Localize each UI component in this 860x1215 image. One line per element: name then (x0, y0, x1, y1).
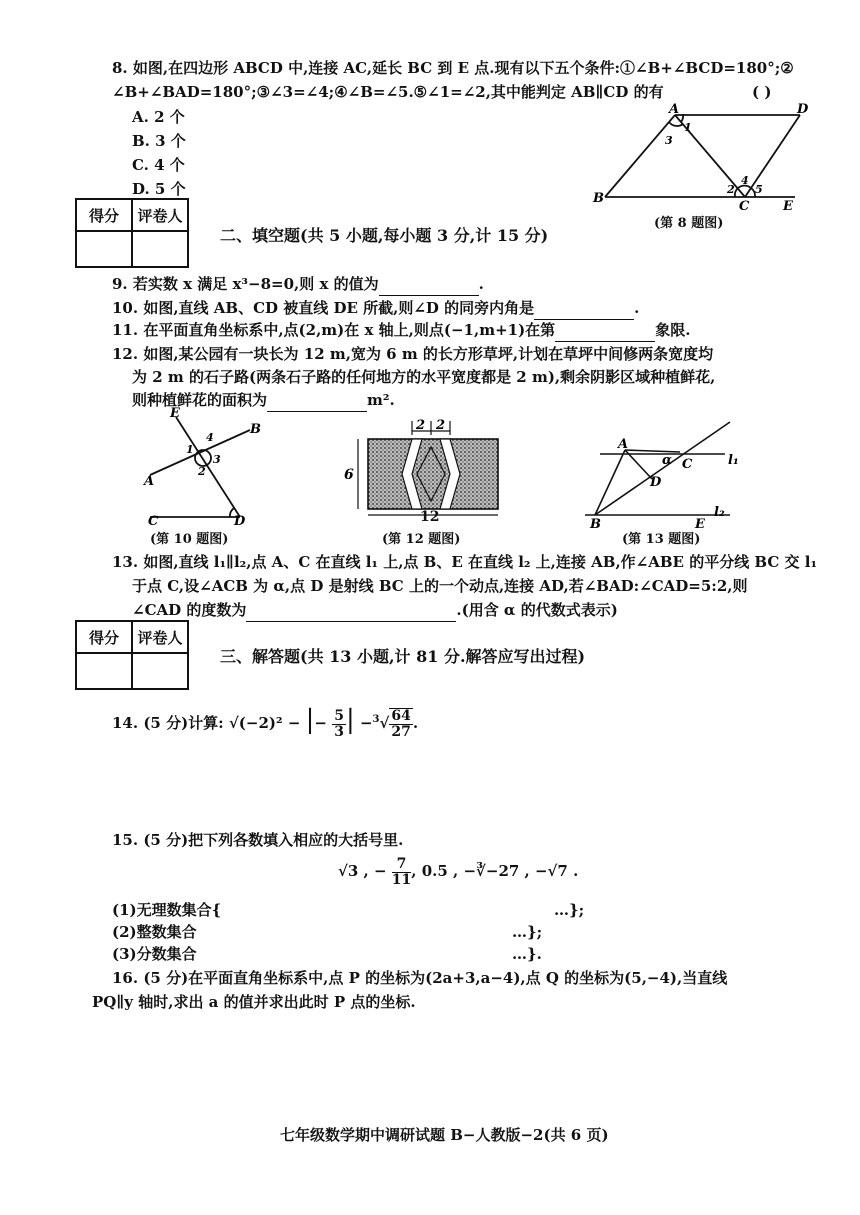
q16-line1: 16. (5 分)在平面直角坐标系中,点 P 的坐标为(2a+3,a−4),点 Q 的坐标为(5,−4),当直线 (112, 969, 728, 987)
q14-neg: − (314, 714, 327, 732)
section2-title: 二、填空题(共 5 小题,每小题 3 分,计 15 分) (220, 226, 549, 245)
q14-abs-close: | (345, 705, 355, 735)
fig13-alpha: α (662, 453, 673, 468)
page-footer: 七年级数学期中调研试题 B−人教版−2(共 6 页) (280, 1126, 609, 1144)
fig10-angle-1: 1 (186, 443, 194, 456)
fig10-label-b: B (250, 422, 261, 437)
fig8-label-a: A (669, 102, 680, 117)
q14-minus-1: − (287, 714, 301, 732)
q15-frac-num: 7 (392, 857, 411, 873)
fig10-angle-3: 3 (213, 453, 221, 466)
score-table-section3 (75, 620, 189, 690)
q11-prompt: 11. 在平面直角坐标系中,点(2,m)在 x 轴上,则点(−1,m+1)在第 (112, 321, 556, 339)
q15-set2-label: (2)整数集合 (112, 923, 197, 941)
score-header: 得分 (76, 199, 132, 231)
q8-line1: 8. 如图,在四边形 ABCD 中,连接 AC,延长 BC 到 E 点.现有以下五个条件:①∠B+∠BCD=180°;② (112, 59, 794, 77)
fig13-label-c: C (682, 457, 693, 472)
q15-numbers-pre: √3 , − (338, 862, 387, 880)
fig8-caption: (第 8 题图) (654, 216, 724, 231)
q12-prompt: 则种植鲜花的面积为 (132, 391, 268, 409)
q15-set3-label: (3)分数集合 (112, 945, 197, 963)
q13-line2: 于点 C,设∠ACB 为 α,点 D 是射线 BC 上的一个动点,连接 AD,若∠BAD:∠CAD=5:2,则 (132, 577, 748, 595)
q8-option-b: B. 3 个 (132, 132, 186, 150)
fig13-label-e: E (695, 517, 705, 532)
fig12-height: 6 (344, 467, 354, 483)
q14-frac2-num: 64 (391, 708, 411, 724)
score-cell[interactable] (76, 231, 132, 267)
q12-line2: 为 2 m 的石子路(两条石子路的任何地方的水平宽度都是 2 m),剩余阴影区域种植鲜花, (132, 368, 716, 386)
q11-end: 象限. (655, 321, 691, 339)
q15-set2-end: …}; (512, 923, 543, 941)
q12-unit: m². (367, 391, 395, 409)
q11-text (112, 318, 690, 342)
q14-root-index: 3 (372, 714, 380, 725)
fig10-label-e: E (170, 406, 180, 421)
q14-minus-2: − (359, 714, 373, 732)
fig13-l1: l₁ (728, 453, 739, 468)
grader-header: 评卷人 (132, 199, 188, 231)
fig8-label-e: E (783, 199, 793, 214)
fig8-label-c: C (739, 199, 750, 214)
fig13-label-d: D (650, 475, 662, 490)
q10-text (112, 296, 639, 320)
q14-text (112, 702, 418, 741)
q12-line1: 12. 如图,某公园有一块长为 12 m,宽为 6 m 的长方形草坪,计划在草坪中间修两条宽度均 (112, 345, 714, 363)
fig10-angle-2: 2 (198, 465, 206, 478)
q15-set3-end: …}. (512, 945, 542, 963)
fig12-caption: (第 12 题图) (382, 532, 461, 547)
q13-answer-blank[interactable] (246, 621, 456, 622)
figure-q10 (140, 405, 261, 529)
score-cell[interactable] (76, 653, 132, 689)
q13-line1: 13. 如图,直线 l₁∥l₂,点 A、C 在直线 l₁ 上,点 B、E 在直线 l₂ 上,连接 AB,作∠ABE 的平分线 BC 交 l₁ (112, 553, 818, 571)
fig13-label-a: A (618, 437, 629, 452)
q15-fraction (392, 857, 411, 888)
score-table-section2 (75, 198, 189, 268)
q14-end: . (412, 714, 419, 732)
q15-set1-label: (1)无理数集合{ (112, 901, 222, 919)
fig12-width-right: 2 (436, 418, 446, 433)
figure-q13 (580, 420, 750, 530)
q9-text (112, 272, 484, 296)
q8-option-a: A. 2 个 (132, 108, 185, 126)
fig8-angle-5: 5 (755, 183, 763, 196)
q13-note: .(用含 α 的代数式表示) (456, 601, 618, 619)
q14-frac2-den: 27 (391, 724, 411, 740)
q14-fraction (332, 709, 346, 740)
q16-line2: PQ∥y 轴时,求出 a 的值并求出此时 P 点的坐标. (92, 993, 416, 1011)
fig8-angle-1: 1 (684, 121, 692, 134)
q15-set1-end: …}; (554, 901, 585, 919)
fig8-angle-4: 4 (741, 174, 749, 187)
q14-frac-num: 5 (334, 707, 344, 724)
fig12-length: 12 (420, 509, 440, 525)
fig10-label-d: D (234, 514, 246, 529)
q14-sqrt-term: √(−2)² (228, 714, 283, 732)
section3-title: 三、解答题(共 13 小题,计 81 分.解答应写出过程) (220, 647, 586, 666)
grader-cell[interactable] (132, 231, 188, 267)
q14-prompt: 14. (5 分)计算: (112, 714, 224, 732)
q14-cube-root-fraction (389, 708, 412, 740)
q10-prompt: 10. 如图,直线 AB、CD 被直线 DE 所截,则∠D 的同旁内角是 (112, 299, 535, 317)
q14-frac-den: 3 (334, 723, 344, 740)
fig12-width-left: 2 (416, 418, 426, 433)
fig8-angle-2: 2 (727, 183, 735, 196)
fig10-caption: (第 10 题图) (150, 532, 229, 547)
q8-answer-paren: ( ) (752, 83, 772, 101)
score-header: 得分 (76, 621, 132, 653)
q15-line1: 15. (5 分)把下列各数填入相应的大括号里. (112, 831, 404, 849)
grader-cell[interactable] (132, 653, 188, 689)
fig8-angle-3: 3 (665, 134, 673, 147)
fig10-label-a: A (144, 474, 155, 489)
q14-radical-icon: √ (379, 714, 390, 732)
q8-line2: ∠B+∠BAD=180°;③∠3=∠4;④∠B=∠5.⑤∠1=∠2,其中能判定 AB∥CD 的有 (112, 83, 664, 101)
q8-option-d: D. 5 个 (132, 180, 186, 198)
fig13-caption: (第 13 题图) (622, 532, 701, 547)
fig8-label-b: B (593, 191, 604, 206)
fig13-label-b: B (590, 517, 601, 532)
q9-end: . (478, 275, 484, 293)
q10-end: . (634, 299, 640, 317)
q15-numbers-post: , 0.5 , −∛−27 , −√7 . (411, 862, 579, 880)
q15-frac-den: 11 (391, 871, 412, 888)
q14-abs-open: | (305, 705, 315, 735)
fig13-l2: l₂ (714, 505, 725, 520)
grader-header: 评卷人 (132, 621, 188, 653)
fig8-label-d: D (797, 102, 809, 117)
q12-answer-blank[interactable] (267, 411, 367, 412)
q13-line3 (132, 598, 618, 622)
fig10-angle-4: 4 (206, 431, 214, 444)
q13-prompt: ∠CAD 的度数为 (132, 601, 247, 619)
figure-q8 (585, 100, 809, 214)
q9-prompt: 9. 若实数 x 满足 x³−8=0,则 x 的值为 (112, 275, 379, 293)
q15-numbers (338, 854, 578, 888)
q8-option-c: C. 4 个 (132, 156, 185, 174)
fig10-label-c: C (148, 514, 159, 529)
